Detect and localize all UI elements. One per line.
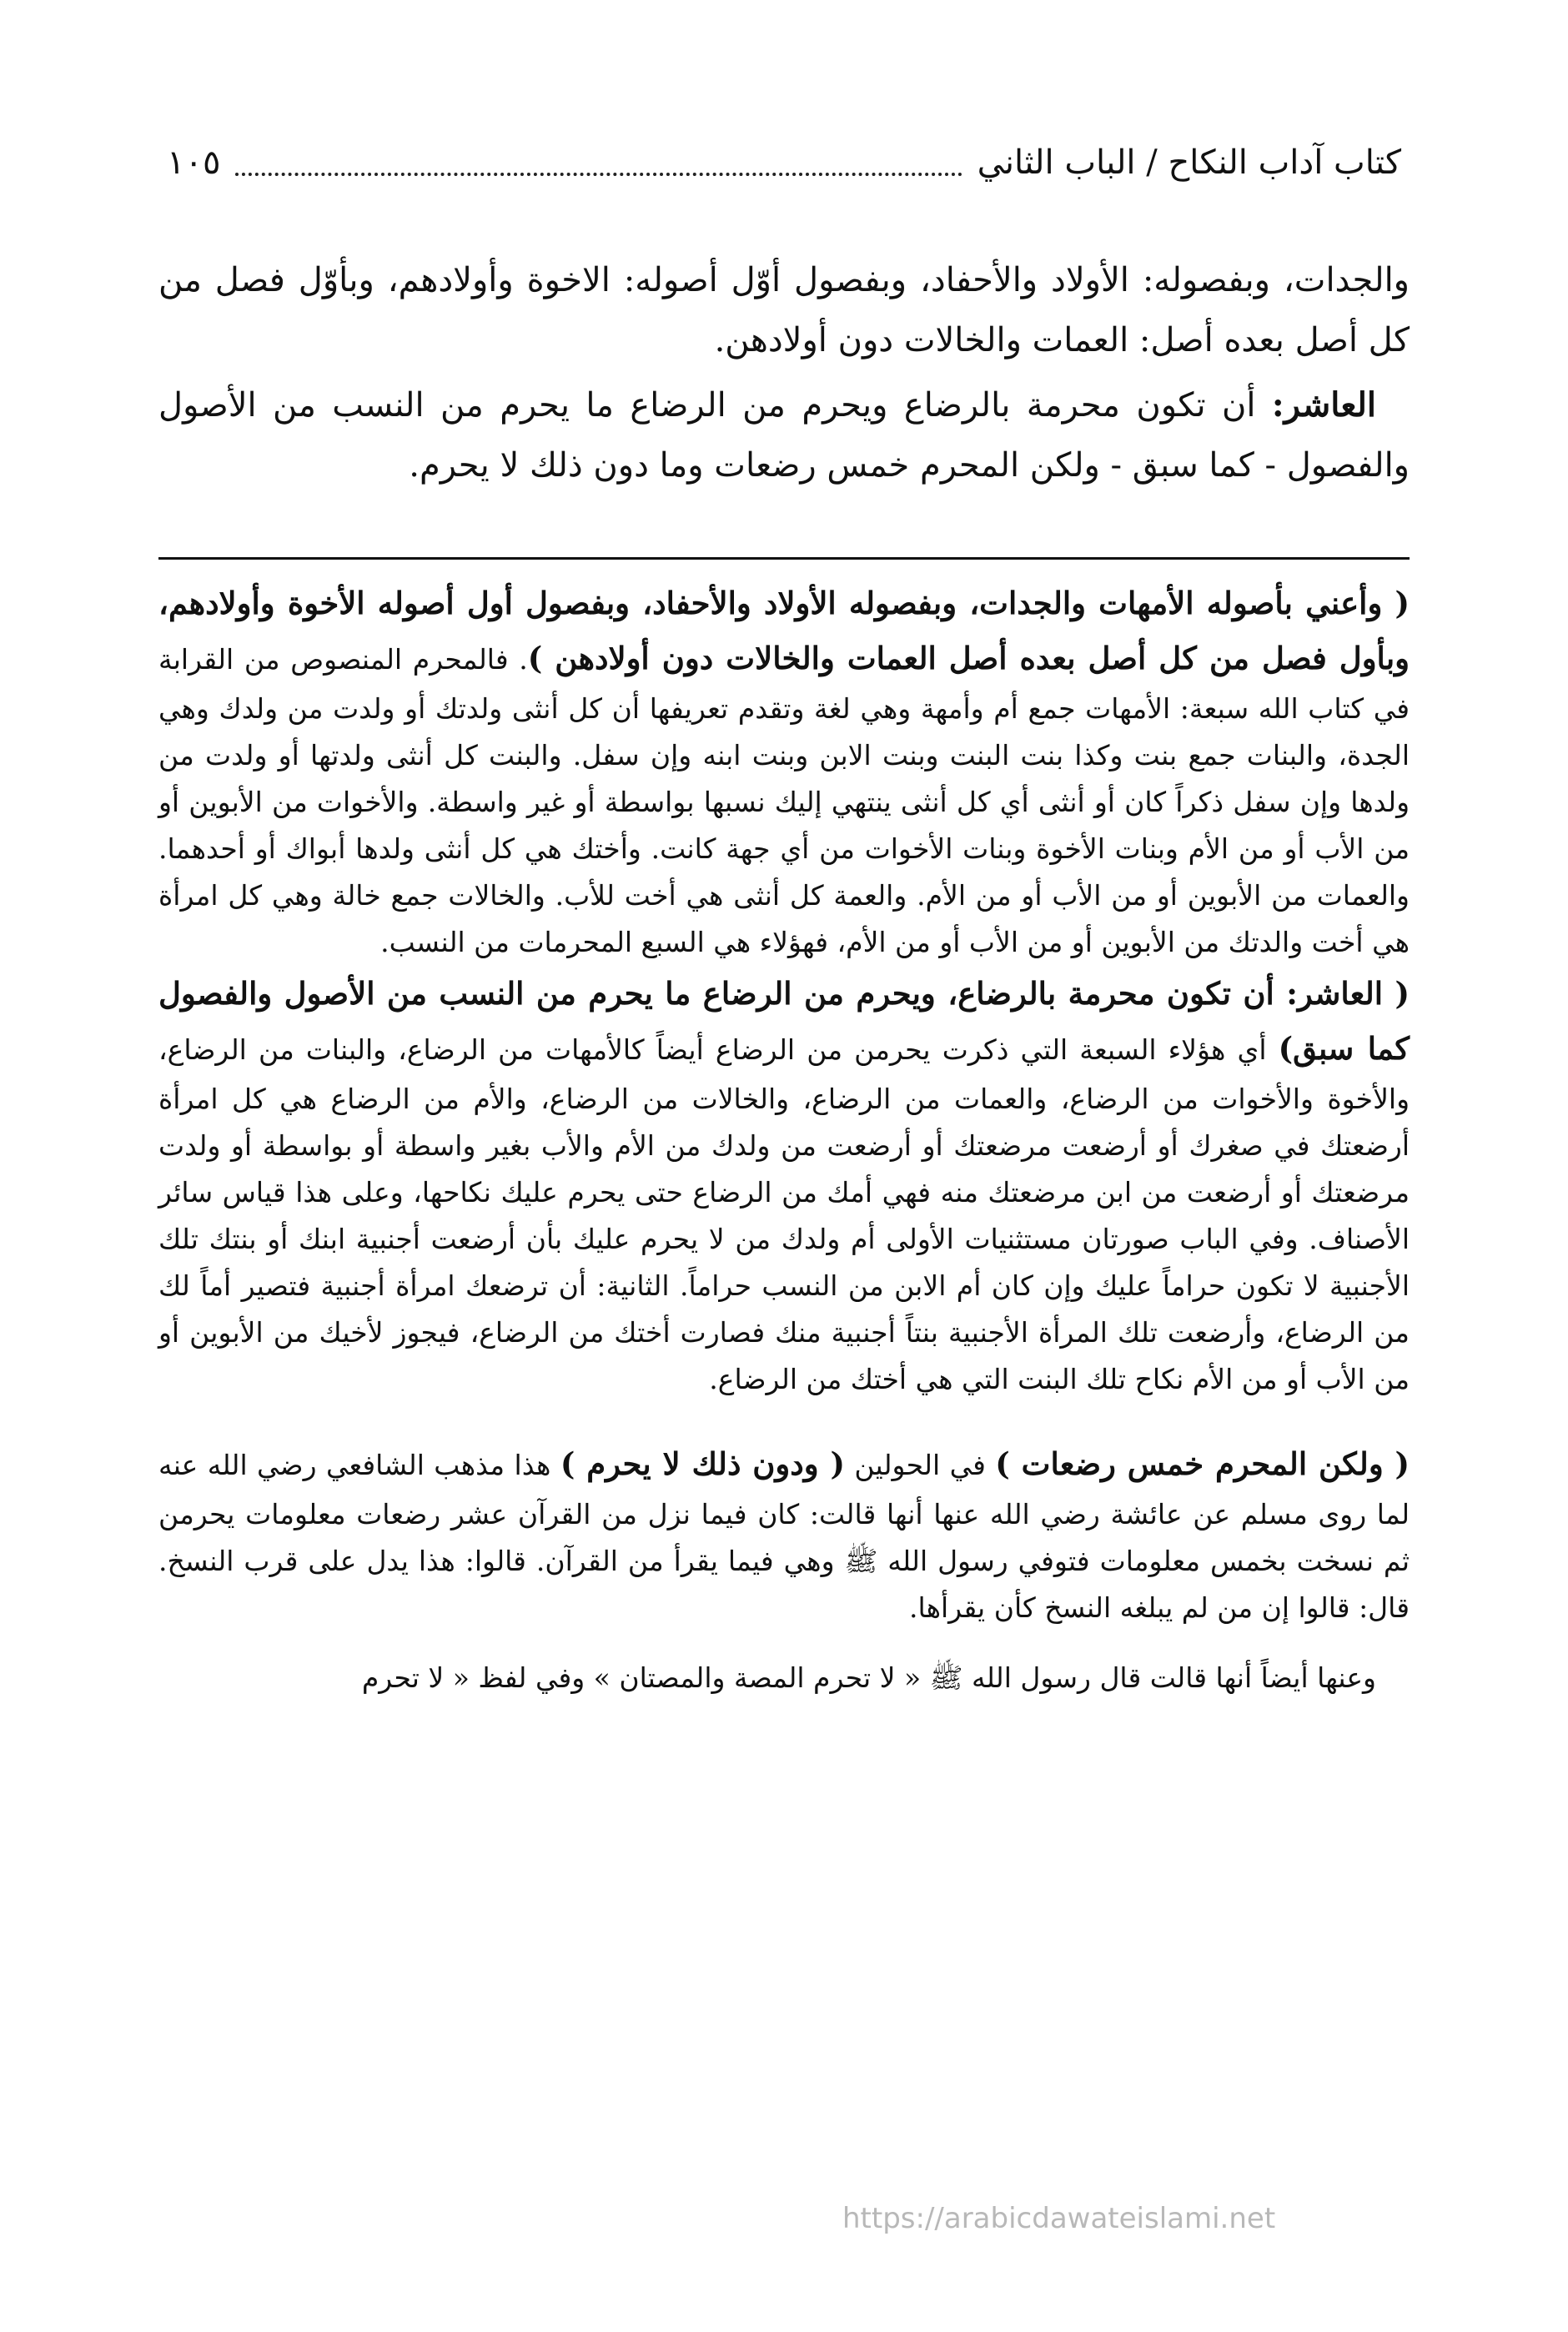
sharh-paragraph-2: [158, 966, 1410, 1403]
matn-paragraph-2: [158, 375, 1410, 495]
header-dot-leader: [235, 149, 962, 176]
sharh-paragraph-4: وعنها أيضاً أنها قالت قال رسول الله ﷺ « لا تحرم المصة والمصتان » وفي لفظ « لا تحرم: [361, 1661, 1376, 1694]
sharh-paragraph-1: [158, 575, 1410, 966]
sharh-text-3a: في الحولين: [844, 1449, 996, 1481]
separator-line: [158, 557, 1410, 560]
matn-paragraph-2-text: أن تكون محرمة بالرضاع ويحرم من الرضاع ما يحرم من النسب من الأصول والفصول - كما سبق - ولكن المحرم خمس رضعات وما دون ذلك لا يحرم.: [158, 386, 1410, 485]
sharh-text-2: أي هؤلاء السبعة التي ذكرت يحرمن من الرضاع أيضاً كالأمهات من الرضاع، والبنات من الرضاع، والأخوة والأخوات من الرضاع، والعمات من الرضاع، والخالات من الرضاع، والأم من الرضاع هي كل امرأة أرضعتك في صغرك أو أرضعت مرضعتك أو أرضعت من ولدك من الأم والأب بغير واسطة أو بواسطة أو ولدت مرضعتك أو أرضعت من ابن مرضعتك منه فهي أمك من الرضاع حتى يحرم عليك نكاحها، وعلى هذا قياس سائر الأصناف. وفي الباب صورتان مستثنيات الأولى أم ولدك من لا يحرم عليك بأن أرضعت أجنبية ابنك أو بنتك تلك الأجنبية لا تكون حراماً عليك وإن كان أم الابن من النسب حراماً. الثانية: أن ترضعك امرأة أجنبية فتصير أماً لك من الرضاع، وأرضعت تلك المرأة الأجنبية بنتاً أجنبية منك فصارت أختك من الرضاع، فيجوز لأخيك من الأبوين أو من الأب أو من الأم نكاح تلك البنت التي هي أختك من الرضاع.: [158, 1033, 1410, 1395]
page-number: ١٠٥: [167, 143, 221, 182]
sharh-quote-3b: ( ودون ذلك لا يحرم ): [560, 1445, 845, 1482]
matn-lead-word: العاشر:: [1271, 385, 1376, 425]
header-title: كتاب آداب النكاح / الباب الثاني: [977, 143, 1401, 182]
sharh-text-3: هذا مذهب الشافعي رضي الله عنه لما روى مسلم عن عائشة رضي الله عنها أنها قالت: كان فيما نزل من القرآن عشر رضعات معلومات يحرمن ثم نسخت بخمس معلومات فتوفي رسول الله ﷺ وهي فيما يقرأ من القرآن. قالوا: هذا يدل على قرب النسخ. قال: قالوا إن من لم يبلغه النسخ كأن يقرأها.: [158, 1449, 1410, 1624]
commentary: [158, 575, 1410, 1701]
matn-paragraph-1: والجدات، وبفصوله: الأولاد والأحفاد، وبفصول أوّل أصوله: الاخوة وأولادهم، وبأوّل فصل من كل أصل بعده أصل: العمات والخالات دون أولادهن.: [158, 261, 1410, 359]
sharh-text-1: . فالمحرم المنصوص من القرابة في كتاب الله سبعة: الأمهات جمع أم وأمهة وهي لغة وتقدم تعريفها أن كل أنثى ولدتك أو ولدت من ولدك وهي الجدة، والبنات جمع بنت وكذا بنت البنت وبنت الابن وبنت ابنه وإن سفل. والبنت كل أنثى ولدتها أو ولدت من ولدها وإن سفل ذكراً كان أو أنثى أي كل أنثى ينتهي إليك نسبها بواسطة أو غير واسطة. والأخوات من الأبوين أو من الأب أو من الأم وبنات الأخوة وبنات الأخوات من أي جهة كانت. وأختك هي كل أنثى ولدها أبواك أو أحدهما. والعمات من الأبوين أو من الأب أو من الأم. والعمة كل أنثى هي أخت للأب. والخالات جمع خالة وهي كل امرأة هي أخت والدتك من الأبوين أو من الأب أو من الأم، فهؤلاء هي السبع المحرمات من النسب.: [158, 643, 1410, 958]
main-text: [158, 250, 1410, 495]
running-header: [167, 133, 1401, 192]
sharh-paragraph-3: [158, 1436, 1410, 1631]
sharh-quote-2: ( العاشر: أن تكون محرمة بالرضاع، ويحرم من الرضاع ما يحرم من النسب من الأصول والفصول كما سبق): [158, 975, 1410, 1067]
watermark-url: https://arabicdawateislami.net: [842, 2202, 1276, 2235]
sharh-quote-3a: ( ولكن المحرم خمس رضعات ): [995, 1445, 1410, 1482]
sharh-quote-1: ( وأعني بأصوله الأمهات والجدات، وبفصوله الأولاد والأحفاد، وبفصول أول أصوله الأخوة وأولادهم، وبأول فصل من كل أصل بعده أصل العمات والخالات دون أولادهن ): [158, 585, 1410, 676]
